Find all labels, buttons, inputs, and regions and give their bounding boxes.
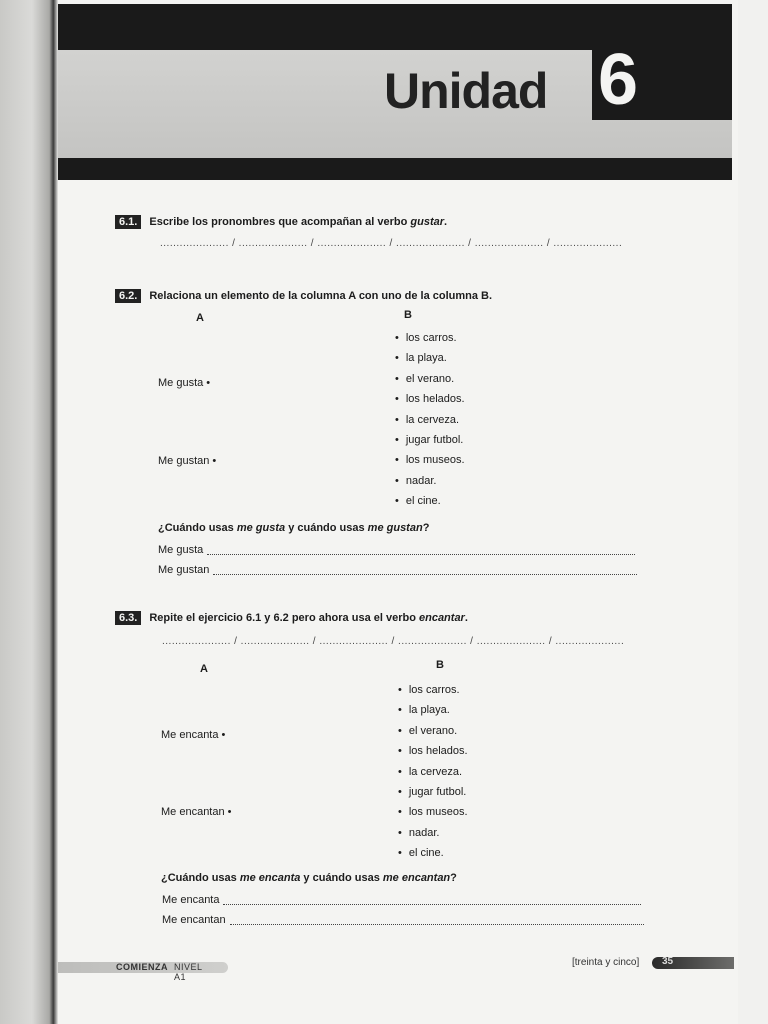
level-prefix: NIVEL A1 (174, 962, 203, 982)
exercise-title-end: . (444, 216, 448, 228)
column-b-item[interactable]: • los carros. (395, 328, 465, 348)
question-text: ? (450, 872, 457, 884)
answer-line[interactable] (162, 914, 644, 926)
answer-line[interactable] (158, 544, 635, 556)
column-b-item[interactable]: • la playa. (395, 348, 465, 368)
column-b-item[interactable]: • el cine. (395, 491, 465, 511)
usage-question (158, 522, 429, 534)
answer-line[interactable] (158, 564, 637, 576)
exercise-6-1-heading (115, 215, 447, 229)
unit-title: Unidad (384, 63, 548, 119)
column-b-item[interactable]: • la cerveza. (398, 762, 468, 782)
column-a-header: A (200, 663, 208, 675)
column-b-item[interactable]: • nadar. (398, 823, 468, 843)
answer-dotted-line[interactable] (223, 894, 641, 905)
question-term: me gusta (236, 522, 286, 534)
column-a-header: A (196, 312, 204, 324)
column-a-item[interactable]: Me encantan • (161, 806, 232, 818)
book-spine-shadow (0, 0, 58, 1024)
answer-line[interactable] (162, 894, 641, 906)
exercise-badge: 6.3. (115, 611, 141, 625)
header-banner-bottom (58, 158, 732, 180)
question-text: y cuándo usas (285, 522, 368, 534)
column-b-item[interactable]: • jugar futbol. (398, 782, 468, 802)
question-term: me encanta (239, 872, 301, 884)
pronoun-blanks[interactable]: ..................... / ..................... / ..................... / ..................... / ..................... / ..................... (160, 238, 623, 249)
answer-label: Me encantan (162, 914, 226, 926)
question-text: ¿Cuándo usas (158, 522, 237, 534)
column-b-header: B (404, 309, 412, 321)
exercise-title-text: Relaciona un elemento de la columna A con uno de la columna B. (149, 290, 493, 302)
answer-dotted-line[interactable] (207, 544, 635, 555)
question-term: me encantan (382, 872, 451, 884)
level-text (116, 962, 203, 982)
column-b-item[interactable]: • los carros. (398, 680, 468, 700)
pronoun-blanks[interactable]: ..................... / ..................... / ..................... / ..................... / ..................... / ..................... (162, 636, 625, 647)
column-b-header: B (436, 659, 444, 671)
column-b-item[interactable]: • el cine. (398, 843, 468, 863)
column-b-item[interactable]: • el verano. (395, 369, 465, 389)
column-b-item[interactable]: • jugar futbol. (395, 430, 465, 450)
exercise-title-text: Repite el ejercicio 6.1 y 6.2 pero ahora usa el verbo (149, 612, 419, 624)
exercise-title-verb: gustar (410, 216, 445, 228)
answer-label: Me gustan (158, 564, 210, 576)
exercise-6-3-heading (115, 611, 468, 625)
usage-question (161, 872, 457, 884)
exercise-badge: 6.1. (115, 215, 141, 229)
page-number: 35 (662, 956, 674, 967)
question-text: y cuándo usas (300, 872, 383, 884)
column-b-item[interactable]: • los museos. (398, 802, 468, 822)
column-a-item[interactable]: Me gusta • (158, 377, 211, 389)
column-b-list (395, 328, 465, 512)
answer-label: Me encanta (162, 894, 220, 906)
question-text: ? (422, 522, 430, 534)
question-text: ¿Cuándo usas (161, 872, 240, 884)
column-b-item[interactable]: • los helados. (395, 389, 465, 409)
column-b-list (398, 680, 468, 864)
column-b-item[interactable]: • la cerveza. (395, 410, 465, 430)
page-number-words: [treinta y cinco] (572, 957, 640, 968)
answer-dotted-line[interactable] (230, 914, 644, 925)
column-a-item[interactable]: Me encanta • (161, 729, 226, 741)
column-b-item[interactable]: • nadar. (395, 471, 465, 491)
column-b-item[interactable]: • el verano. (398, 721, 468, 741)
level-name: COMIENZA (116, 962, 168, 972)
exercise-title-text: Escribe los pronombres que acompañan al verbo (149, 216, 411, 228)
answer-dotted-line[interactable] (213, 564, 637, 575)
exercise-title-verb: encantar (418, 612, 465, 624)
question-term: me gustan (367, 522, 423, 534)
workbook-page (58, 0, 738, 1024)
column-b-item[interactable]: • los museos. (395, 450, 465, 470)
exercise-title-end: . (464, 612, 468, 624)
column-b-item[interactable]: • los helados. (398, 741, 468, 761)
column-a-item[interactable]: Me gustan • (158, 455, 217, 467)
column-b-item[interactable]: • la playa. (398, 700, 468, 720)
level-tag (58, 962, 228, 982)
exercise-badge: 6.2. (115, 289, 141, 303)
unit-number: 6 (598, 40, 639, 120)
exercise-6-2-heading (115, 289, 492, 303)
answer-label: Me gusta (158, 544, 204, 556)
